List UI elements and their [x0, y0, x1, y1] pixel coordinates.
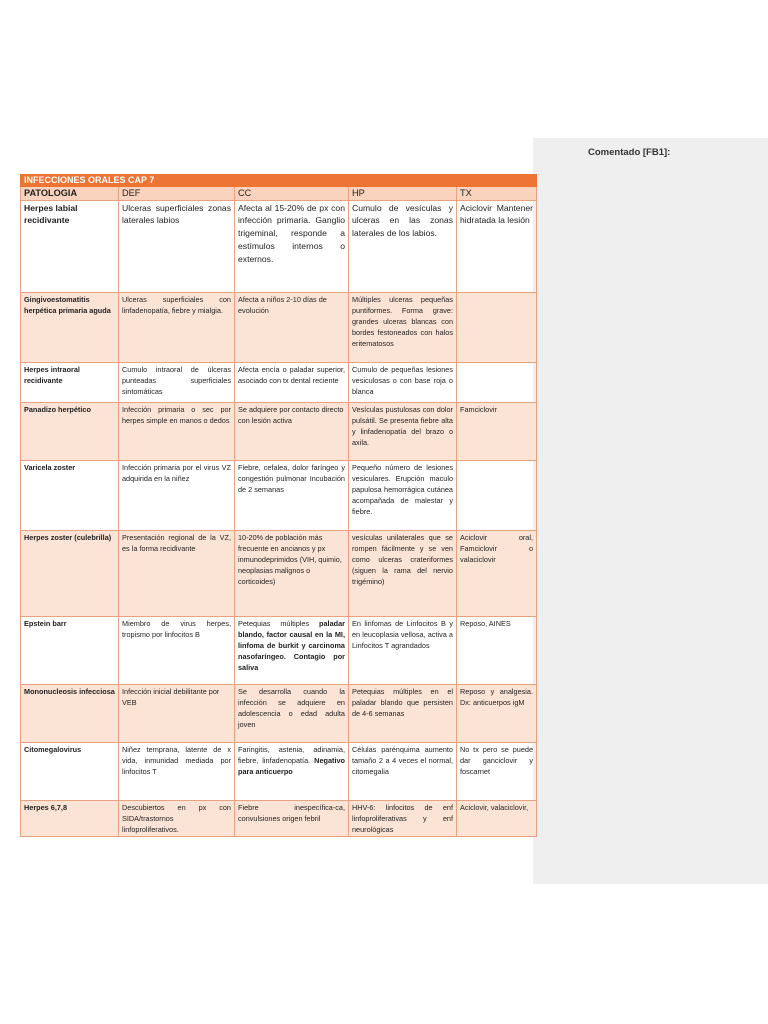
cell-cc: Se desarrolla cuando la infección se adquiere en adolescencia o edad adulta joven: [235, 684, 349, 742]
cell-def: Cumulo intraoral de úlceras punteadas superficiales sintomáticas: [119, 362, 235, 402]
cc-text: Petequias múltiples: [238, 618, 320, 628]
cell-tx: Aciclovir, valaciclovir,: [457, 800, 537, 836]
table-row: [21, 362, 537, 402]
table-row: [21, 402, 537, 460]
cell-tx: Aciclovir Mantener hidratada la lesión: [457, 200, 537, 292]
cell-def: Ulceras superficiales con linfadenopatía, fiebre y mialgia.: [119, 292, 235, 362]
cell-tx: [457, 292, 537, 362]
table-row: [21, 530, 537, 616]
cell-def: Miembro de virus herpes, tropismo por linfocitos B: [119, 616, 235, 684]
cell-patologia: Citomegalovirus: [21, 742, 119, 800]
cell-def: Infección inicial debilitante por VEB: [119, 684, 235, 742]
cell-hp: Vesículas pustulosas con dolor pulsátil. Se presenta fiebre alta y linfadenopatía del brazo o axila.: [349, 402, 457, 460]
cell-hp: vesículas unilaterales que se rompen fácilmente y se ven como ulceras crateriformes (siguen la rama del nervio trigémino): [349, 530, 457, 616]
table-row: [21, 684, 537, 742]
cell-tx: Aciclovir oral, Famciclovir o valaciclovir: [457, 530, 537, 616]
table-row: [21, 742, 537, 800]
cell-patologia: Epstein barr: [21, 616, 119, 684]
cell-def: Infección primaria o sec por herpes simple en manos o dedos: [119, 402, 235, 460]
cell-tx: Reposo, AINES: [457, 616, 537, 684]
cell-patologia: Mononucleosis infecciosa: [21, 684, 119, 742]
infections-table: [20, 174, 537, 837]
cell-hp: HHV-6: linfocitos de enf linfoproliferativas y enf neurológicas: [349, 800, 457, 836]
header-patologia: PATOLOGIA: [21, 187, 119, 201]
cell-cc: Fiebre inespecífica-ca, convulsiones origen febril: [235, 800, 349, 836]
table-title: INFECCIONES ORALES CAP 7: [21, 175, 537, 187]
cell-hp: Pequeño número de lesiones vesiculares. Erupción maculo papulosa hemorrágica cutánea acompañada de malestar y fiebre.: [349, 460, 457, 530]
header-def: DEF: [119, 187, 235, 201]
cell-tx: [457, 460, 537, 530]
cc-text: Faringitis, astenia, adinamia, fiebre, linfadenopatía.: [238, 744, 345, 765]
cell-cc: Se adquiere por contacto directo con lesión activa: [235, 402, 349, 460]
cell-hp: Células parénquima aumento tamaño 2 a 4 veces el normal, citomegalia: [349, 742, 457, 800]
table-row: [21, 292, 537, 362]
table-row: [21, 800, 537, 836]
cell-def: Ulceras superficiales zonas laterales labios: [119, 200, 235, 292]
cell-cc: Afecta al 15-20% de px con infección primaria. Ganglio trigeminal, responde a estímulos internos o externos.: [235, 200, 349, 292]
cell-tx: Reposo y analgesia. Dx: anticuerpos igM: [457, 684, 537, 742]
comment-label[interactable]: Comentado [FB1]:: [588, 147, 671, 158]
cell-patologia: Gingivoestomatitis herpética primaria aguda: [21, 292, 119, 362]
cell-cc: Fiebre, cefalea, dolor faríngeo y congestión pulmonar Incubación de 2 semanas: [235, 460, 349, 530]
cell-patologia: Herpes intraoral recidivante: [21, 362, 119, 402]
cell-cc: [235, 616, 349, 684]
table-row: [21, 460, 537, 530]
cell-cc: 10-20% de población más frecuente en ancianos y px inmunodeprimidos (VIH, quimio, neoplasias malignos o corticoides): [235, 530, 349, 616]
cell-patologia: Herpes zoster (culebrilla): [21, 530, 119, 616]
cell-def: Presentación regional de la VZ, es la forma recidivante: [119, 530, 235, 616]
cell-def: Niñez temprana, latente de x vida, inmunidad mediada por linfocitos T: [119, 742, 235, 800]
table-row: [21, 616, 537, 684]
cell-cc: Afecta a niños 2-10 días de evolución: [235, 292, 349, 362]
comments-pane: [533, 138, 768, 884]
cell-patologia: Varicela zoster: [21, 460, 119, 530]
cell-hp: En linfomas de Linfocitos B y en leucoplasia vellosa, activa a Linfocitos T agrandados: [349, 616, 457, 684]
cell-patologia: Herpes 6,7,8: [21, 800, 119, 836]
cell-hp: Múltiples ulceras pequeñas puntiformes. Forma grave: grandes ulceras blancas con bordes festoneados con halos eritematosos: [349, 292, 457, 362]
cell-cc: Afecta encía o paladar superior, asociado con tx dental reciente: [235, 362, 349, 402]
header-cc: CC: [235, 187, 349, 201]
cc-bold-text: Negativo para anticuerpo: [238, 755, 345, 776]
cell-tx: [457, 362, 537, 402]
cell-patologia: Herpes labial recidivante: [21, 200, 119, 292]
cell-hp: Cumulo de pequeñas lesiones vesiculosas o con base roja o blanca: [349, 362, 457, 402]
cell-tx: Famciclovir: [457, 402, 537, 460]
cell-def: Infección primaria por el virus VZ adquirida en la niñez: [119, 460, 235, 530]
table-row: [21, 200, 537, 292]
cell-hp: Cumulo de vesículas y ulceras en las zonas laterales de los labios.: [349, 200, 457, 292]
cell-hp: Petequias múltiples en el paladar blando que persisten de 4-6 semanas: [349, 684, 457, 742]
cell-patologia: Panadizo herpético: [21, 402, 119, 460]
cell-tx: No tx pero se puede dar ganciclovir y foscarnet: [457, 742, 537, 800]
cell-def: Descubiertos en px con SIDA/trastornos linfoproliferativos.: [119, 800, 235, 836]
cell-cc: [235, 742, 349, 800]
header-hp: HP: [349, 187, 457, 201]
cc-bold-text: paladar blando, factor causal en la MI, linfoma de burkit y carcinoma nasofaríngeo. Contagio por saliva: [238, 618, 345, 672]
header-tx: TX: [457, 187, 537, 201]
